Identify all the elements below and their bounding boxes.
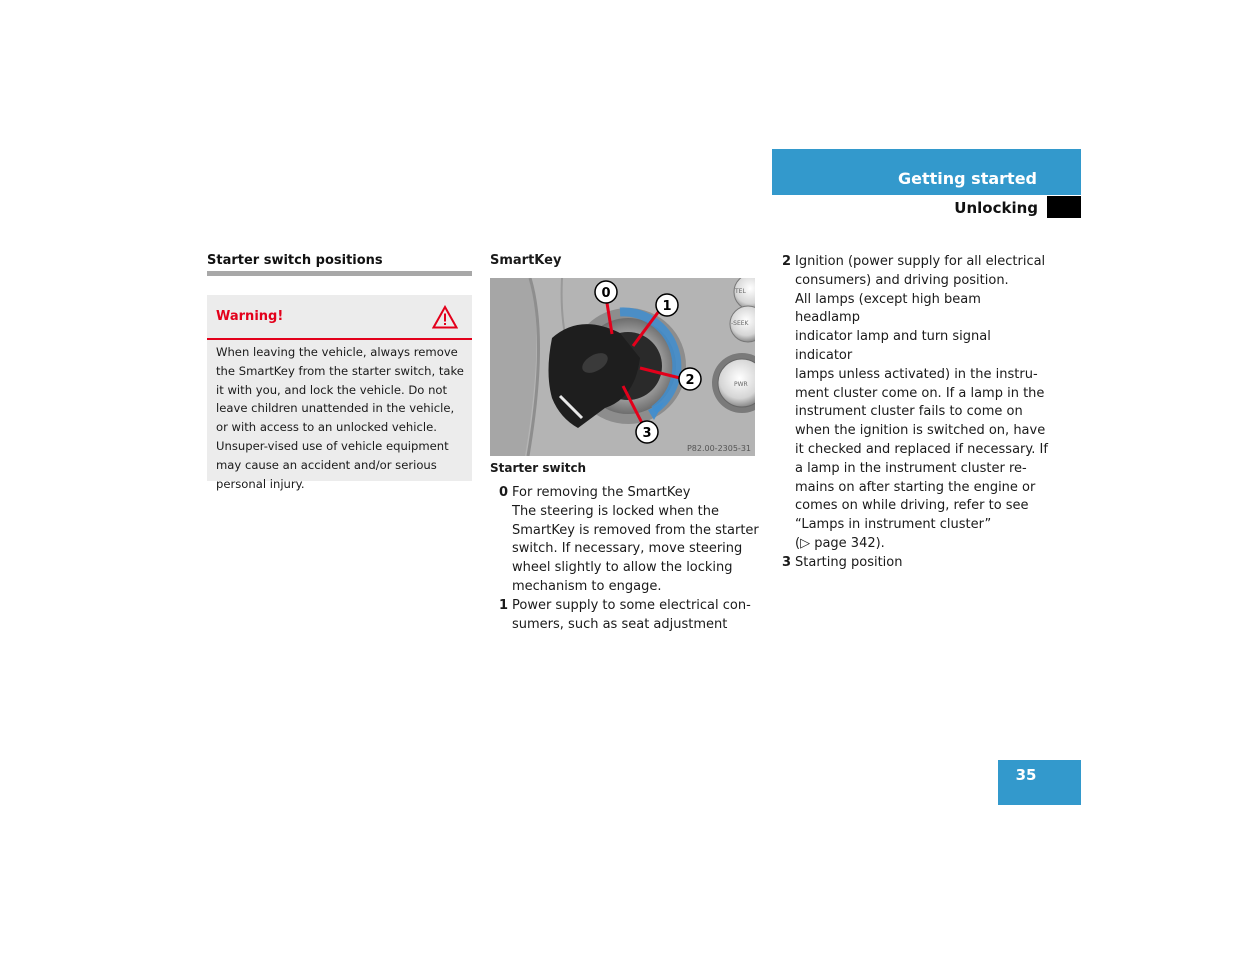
warning-divider: [207, 338, 472, 340]
item-line: Power supply to some electrical con-: [512, 597, 751, 613]
smartkey-heading: SmartKey: [490, 253, 562, 268]
page-number-box: [998, 760, 1081, 805]
item-line: instrument cluster fails to come on: [795, 404, 1023, 420]
item-line: For removing the SmartKey: [512, 485, 691, 500]
item-number: 1: [499, 597, 509, 613]
item-number: 0: [499, 485, 509, 500]
item-line: All lamps (except high beam headlamp: [795, 291, 981, 326]
warning-label: Warning!: [216, 309, 284, 324]
item-line: wheel slightly to allow the locking: [512, 560, 733, 576]
tel-label: TEL: [735, 288, 746, 295]
item-line: switch. If necessary, move steering: [512, 541, 743, 557]
item-line: mains on after starting the engine or: [795, 479, 1036, 495]
item-line: SmartKey is removed from the starter: [512, 522, 759, 538]
section-title: Unlocking: [954, 199, 1038, 217]
heading-rule: [207, 271, 472, 276]
svg-text:3: 3: [642, 426, 652, 441]
item-line: Ignition (power supply for all electrical: [795, 254, 1046, 269]
figure-caption: Starter switch: [490, 461, 587, 475]
warning-text: When leaving the vehicle, always remove the SmartKey from the starter switch, take it with you, and lock the vehicle. Do not leave children unattended in the vehicle, or with access to an unlocked vehicle. Unsuper-vised use of vehicle equipment may cause an accident and/or serious personal injury.: [216, 345, 464, 491]
switch-positions-list-b: [773, 253, 1048, 573]
item-line: mechanism to engage.: [512, 578, 662, 594]
starter-switch-figure: [490, 278, 755, 456]
item-line: “Lamps in instrument cluster”: [795, 517, 992, 533]
item-line: when the ignition is switched on, have: [795, 423, 1046, 439]
warning-triangle-icon: [432, 305, 458, 329]
svg-text:2: 2: [685, 373, 695, 388]
list-item-position-0: [490, 484, 760, 597]
item-number: 3: [782, 554, 792, 570]
section-heading: Starter switch positions: [207, 253, 383, 268]
item-number: 2: [782, 254, 792, 269]
callout-3: [636, 421, 658, 443]
svg-text:1: 1: [662, 299, 672, 314]
list-item-position-1: [490, 597, 760, 635]
starter-switch-illustration: [490, 278, 755, 456]
seek-label: -SEEK: [731, 320, 749, 327]
svg-text:0: 0: [601, 286, 611, 301]
chapter-title: Getting started: [898, 169, 1037, 188]
item-line: lamps unless activated) in the instru-: [795, 366, 1038, 382]
item-line: The steering is locked when the: [512, 503, 720, 519]
list-item-position-3: [773, 554, 1048, 573]
item-line: comes on while driving, refer to see: [795, 498, 1029, 514]
warning-box: [207, 295, 472, 491]
item-line: it checked and replaced if necessary. If: [795, 441, 1048, 457]
section-tab-marker: [1047, 196, 1081, 218]
callout-0: [595, 281, 617, 303]
switch-positions-list-a: [490, 484, 760, 634]
item-line: consumers) and driving position.: [795, 272, 1009, 288]
callout-2: [679, 368, 701, 390]
page-number: 35: [1015, 766, 1037, 784]
pwr-label: PWR: [734, 381, 748, 388]
item-line: sumers, such as seat adjustment: [512, 616, 728, 632]
item-line: ment cluster come on. If a lamp in the: [795, 385, 1045, 401]
item-line: indicator lamp and turn signal indicator: [795, 329, 991, 363]
page-reference-link[interactable]: (▷ page 342).: [795, 535, 885, 551]
item-line: Starting position: [795, 554, 903, 570]
callout-1: [656, 294, 678, 316]
list-item-position-2: [773, 253, 1048, 554]
chapter-header-band: [772, 149, 1081, 195]
item-line: a lamp in the instrument cluster re-: [795, 460, 1027, 476]
figure-code: P82.00-2305-31: [686, 444, 751, 453]
